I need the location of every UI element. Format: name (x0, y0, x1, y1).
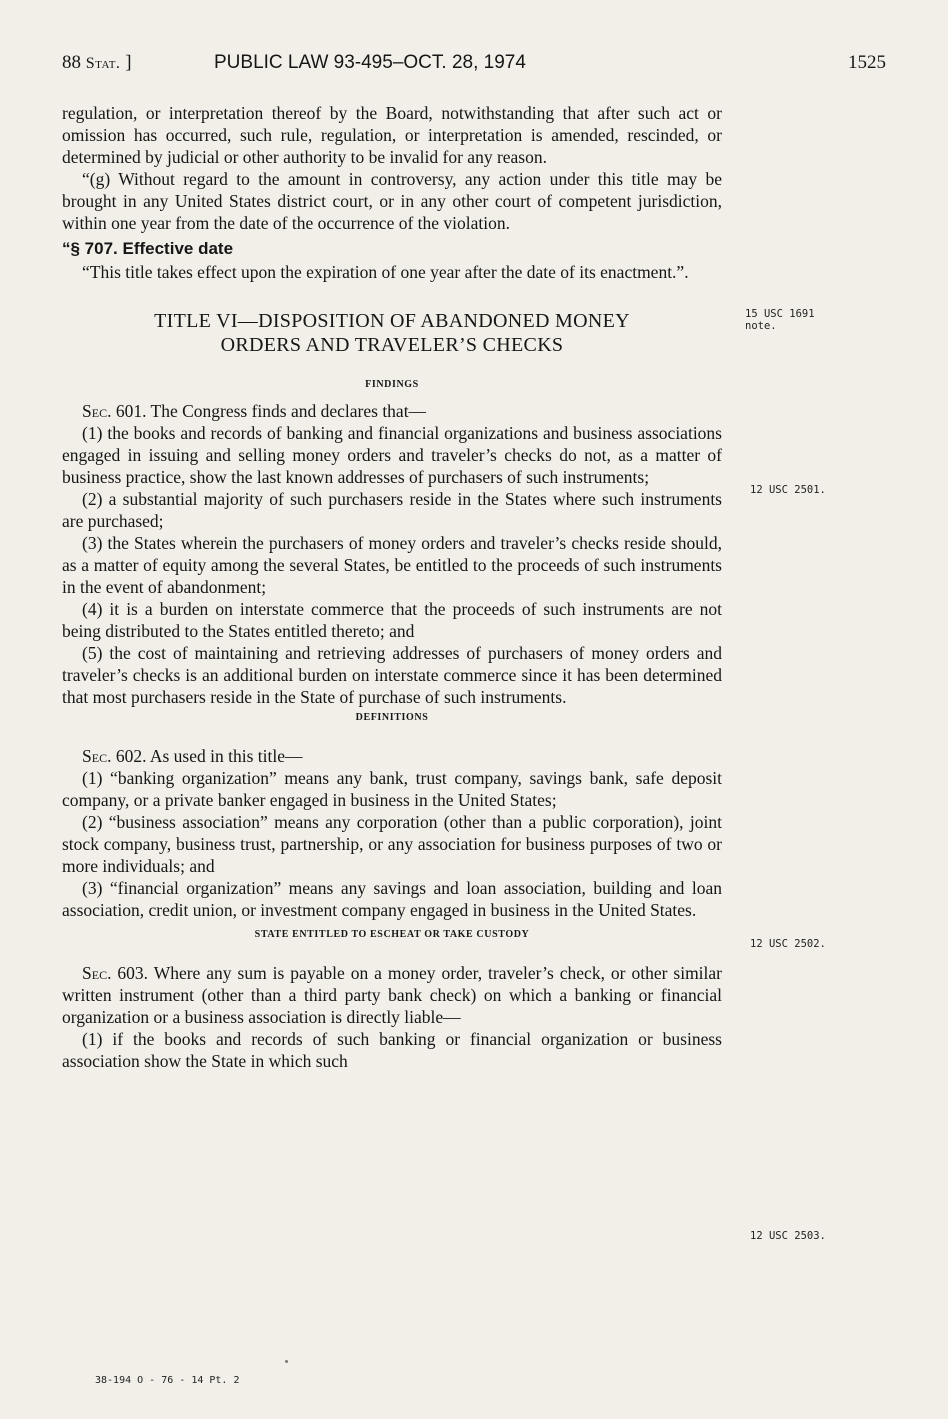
page-header (62, 52, 886, 78)
findings-heading: FINDINGS (365, 379, 419, 390)
section-603-body: 603. Where any sum is payable on a money order, traveler’s check, or other similar written instrument (other than a third party bank check) on which a banking or financial organization or a business association is directly liable— (62, 963, 722, 1027)
definition-3: (3) “financial organization” means any savings and loan association, building and loan association, credit union, or investment company engaged in business in the United States. (62, 878, 722, 920)
statute-reference (62, 52, 132, 74)
page-number: 1525 (848, 52, 886, 73)
stat-volume: 88 (62, 52, 81, 73)
finding-4: (4) it is a burden on interstate commerce that the proceeds of such instruments are not being distributed to the States entitled thereto; and (62, 599, 722, 641)
margin-note-12-usc-2503: 12 USC 2503. (750, 1230, 826, 1242)
sec-label: Sec. (82, 963, 112, 983)
section-707-heading: “§ 707. Effective date (62, 239, 234, 258)
finding-2: (2) a substantial majority of such purchasers reside in the States where such instruments are purchased; (62, 489, 722, 531)
stat-bracket: ] (120, 52, 132, 73)
finding-1: (1) the books and records of banking and financial organizations and business associations engaged in issuing and selling money orders and traveler’s checks do not, as a matter of business practice, show the last known addresses of purchasers of such instruments; (62, 423, 722, 487)
margin-note-12-usc-2502: 12 USC 2502. (750, 938, 826, 950)
finding-5: (5) the cost of maintaining and retrieving addresses of purchasers of money orders and traveler’s checks is an additional burden on interstate commerce since it has been determined that most purchasers reside in the State of purchase of such instruments. (62, 643, 722, 707)
note-line-1: 15 USC 1691 (745, 308, 815, 320)
title-line-2: ORDERS AND TRAVELER’S CHECKS (220, 334, 564, 356)
section-601-intro (62, 400, 722, 422)
margin-note-12-usc-2501: 12 USC 2501. (750, 484, 826, 496)
section-603-text (62, 962, 722, 1028)
section-602-intro (62, 745, 722, 767)
margin-note-15-usc-1691 (745, 308, 815, 332)
section-601-intro-text: 601. The Congress finds and declares that— (111, 401, 427, 421)
definition-2: (2) “business association” means any corporation (other than a public corporation), joint stock company, business trust, partnership, or any association for business purposes of two or more individuals; and (62, 812, 722, 876)
finding-3: (3) the States wherein the purchasers of money orders and traveler’s checks reside should, as a matter of equity among the several States, be entitled to the proceeds of such instruments in the event of abandonment; (62, 533, 722, 597)
paragraph-subsection-g: “(g) Without regard to the amount in controversy, any action under this title may be brought in any United States district court, or in any other court of competent jurisdiction, within one year from the date of the occurrence of the violation. (62, 169, 722, 233)
note-line-2: note. (745, 320, 777, 332)
stat-label: Stat. (85, 55, 121, 72)
paragraph-continuation: regulation, or interpretation thereof by the Board, notwithstanding that after such act or omission has occurred, such rule, regulation, or interpretation is amended, rescinded, or determined by judicial or other authority to be invalid for any reason. (62, 103, 722, 167)
escheat-heading: STATE ENTITLED TO ESCHEAT OR TAKE CUSTODY (254, 929, 530, 940)
section-602-intro-text: 602. As used in this title— (111, 746, 303, 766)
definitions-heading: DEFINITIONS (355, 712, 429, 723)
definition-1: (1) “banking organization” means any bank, trust company, savings bank, safe deposit company, or a private banker engaged in business in the United States; (62, 768, 722, 810)
body-text (62, 102, 722, 1072)
sec-label: Sec. (82, 746, 112, 766)
section-707-text: “This title takes effect upon the expiration of one year after the date of its enactment.”. (82, 262, 689, 282)
law-title: PUBLIC LAW 93-495–OCT. 28, 1974 (214, 52, 526, 73)
title-line-1: TITLE VI—DISPOSITION OF ABANDONED MONEY (154, 310, 630, 332)
printing-speck (285, 1360, 288, 1363)
title-vi-heading (62, 309, 722, 357)
sec-label: Sec. (82, 401, 112, 421)
section-603-clause-1: (1) if the books and records of such banking or financial organization or business association show the State in which such (62, 1029, 722, 1071)
print-code: 38-194 O - 76 - 14 Pt. 2 (95, 1375, 240, 1386)
